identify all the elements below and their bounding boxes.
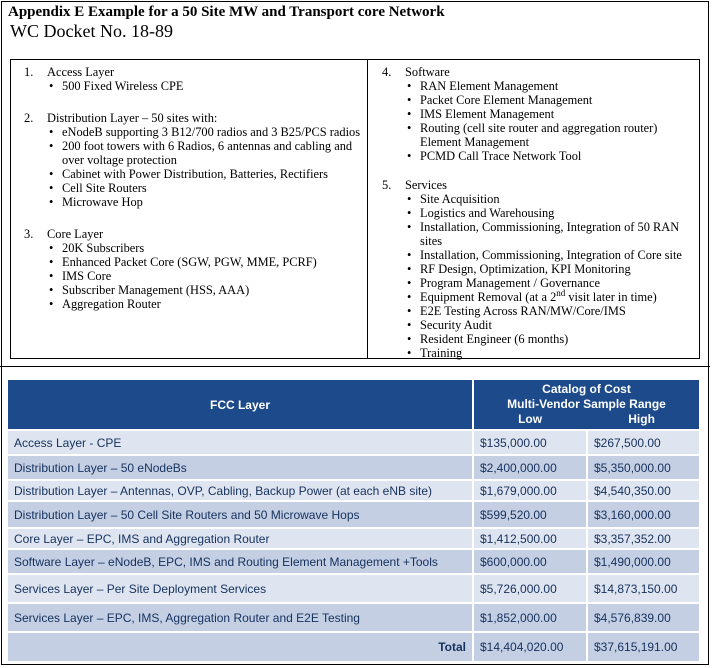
section-number: 5.	[382, 178, 392, 192]
cell-high: $3,160,000.00	[588, 502, 699, 527]
scope-box	[10, 59, 700, 359]
section-items	[47, 125, 361, 209]
cost-table-body	[8, 431, 699, 631]
header-line-2: Multi-Vendor Sample Range	[507, 397, 666, 411]
section-items	[405, 192, 697, 360]
section-items	[47, 79, 361, 93]
scope-left-column	[19, 65, 361, 329]
table-row	[8, 481, 699, 500]
scope-right-column	[377, 65, 697, 375]
list-item: • 20K Subscribers	[47, 241, 361, 255]
table-row	[8, 604, 699, 631]
header-line-1: Catalog of Cost	[542, 382, 631, 396]
cell-layer: Distribution Layer – Antennas, OVP, Cabling, Backup Power (at each eNB site)	[8, 481, 472, 500]
list-item: • eNodeB supporting 3 B12/700 radios and 3 B25/PCS radios	[47, 125, 361, 139]
list-item: • IMS Core	[47, 269, 361, 283]
section-title: Access Layer	[47, 65, 115, 79]
list-item: • Routing (cell site router and aggregation router) Element Management	[405, 121, 697, 149]
list-item: • Training	[405, 346, 697, 360]
section-title: Core Layer	[47, 227, 104, 241]
cell-high: $3,357,352.00	[588, 529, 699, 548]
total-label: Total	[8, 633, 472, 661]
cost-table	[6, 378, 701, 663]
section-title: Services	[405, 178, 447, 192]
cell-high: $14,873,150.00	[588, 575, 699, 602]
cell-low: $1,852,000.00	[474, 604, 586, 631]
cell-layer: Core Layer – EPC, IMS and Aggregation Router	[8, 529, 472, 548]
scope-section	[19, 65, 361, 93]
equipment-removal-text-end: visit later in time)	[565, 290, 657, 304]
list-item: • Subscriber Management (HSS, AAA)	[47, 283, 361, 297]
list-item: • 200 foot towers with 6 Radios, 6 antennas and cabling and over voltage protection	[47, 139, 361, 167]
cell-high: $1,490,000.00	[588, 550, 699, 573]
cell-layer: Services Layer – EPC, IMS, Aggregation Router and E2E Testing	[8, 604, 472, 631]
section-number: 2.	[24, 111, 34, 125]
list-item: • E2E Testing Across RAN/MW/Core/IMS	[405, 304, 697, 318]
cell-layer: Distribution Layer – 50 eNodeBs	[8, 456, 472, 479]
cell-high: $5,350,000.00	[588, 456, 699, 479]
header-fcc-layer: FCC Layer	[8, 380, 472, 429]
table-row	[8, 575, 699, 602]
list-item: • IMS Element Management	[405, 107, 697, 121]
cell-low: $1,412,500.00	[474, 529, 586, 548]
scope-section	[19, 111, 361, 209]
cell-layer: Distribution Layer – 50 Cell Site Routers and 50 Microwave Hops	[8, 502, 472, 527]
list-item: • Cabinet with Power Distribution, Batteries, Rectifiers	[47, 167, 361, 181]
section-title: Distribution Layer – 50 sites with:	[47, 111, 218, 125]
table-row	[8, 456, 699, 479]
equipment-removal-text: Equipment Removal (at a 2	[420, 290, 557, 304]
table-row	[8, 502, 699, 527]
scope-section	[19, 227, 361, 311]
list-item: • Site Acquisition	[405, 192, 697, 206]
docket-number: WC Docket No. 18-89	[10, 21, 173, 41]
scope-divider	[367, 60, 368, 358]
section-items	[405, 79, 697, 163]
list-item: • 500 Fixed Wireless CPE	[47, 79, 361, 93]
list-item: • Packet Core Element Management	[405, 93, 697, 107]
list-item: • Cell Site Routers	[47, 181, 361, 195]
cell-low: $5,726,000.00	[474, 575, 586, 602]
cell-layer: Software Layer – eNodeB, EPC, IMS and Routing Element Management +Tools	[8, 550, 472, 573]
list-item: • RAN Element Management	[405, 79, 697, 93]
cell-high: $4,540,350.00	[588, 481, 699, 500]
list-item: • Security Audit	[405, 318, 697, 332]
cell-low: $599,520.00	[474, 502, 586, 527]
list-item: • Enhanced Packet Core (SGW, PGW, MME, PCRF)	[47, 255, 361, 269]
section-number: 1.	[24, 65, 34, 79]
section-items	[47, 241, 361, 311]
list-item: • Logistics and Warehousing	[405, 206, 697, 220]
cell-layer: Services Layer – Per Site Deployment Services	[8, 575, 472, 602]
cell-high: $267,500.00	[588, 431, 699, 454]
list-item	[405, 287, 697, 304]
section-number: 4.	[382, 65, 392, 79]
table-row	[8, 529, 699, 548]
list-item: • RF Design, Optimization, KPI Monitoring	[405, 262, 697, 276]
cell-layer: Access Layer - CPE	[8, 431, 472, 454]
header-high: High	[628, 412, 655, 426]
list-item: • Program Management / Governance	[405, 276, 697, 290]
total-high: $37,615,191.00	[588, 633, 699, 661]
total-low: $14,404,020.00	[474, 633, 586, 661]
section-title: Software	[405, 65, 450, 79]
table-row	[8, 550, 699, 573]
cell-low: $1,679,000.00	[474, 481, 586, 500]
header-catalog-of-cost	[474, 380, 699, 429]
list-item: • Installation, Commissioning, Integration of 50 RAN sites	[405, 220, 697, 248]
scope-section	[377, 178, 697, 360]
list-item: • Microwave Hop	[47, 195, 361, 209]
section-number: 3.	[24, 227, 34, 241]
cell-low: $2,400,000.00	[474, 456, 586, 479]
page-title: Appendix E Example for a 50 Site MW and Transport core Network	[8, 4, 445, 20]
header-low: Low	[518, 412, 543, 426]
ordinal-suffix: nd	[556, 287, 566, 298]
list-item: • PCMD Call Trace Network Tool	[405, 149, 697, 163]
cell-low: $600,000.00	[474, 550, 586, 573]
cell-low: $135,000.00	[474, 431, 586, 454]
list-item: • Installation, Commissioning, Integration of Core site	[405, 248, 697, 262]
list-item: • Resident Engineer (6 months)	[405, 332, 697, 346]
cell-high: $4,576,839.00	[588, 604, 699, 631]
list-item: • Aggregation Router	[47, 297, 361, 311]
table-row	[8, 431, 699, 454]
scope-section	[377, 65, 697, 163]
section-divider	[0, 366, 710, 367]
